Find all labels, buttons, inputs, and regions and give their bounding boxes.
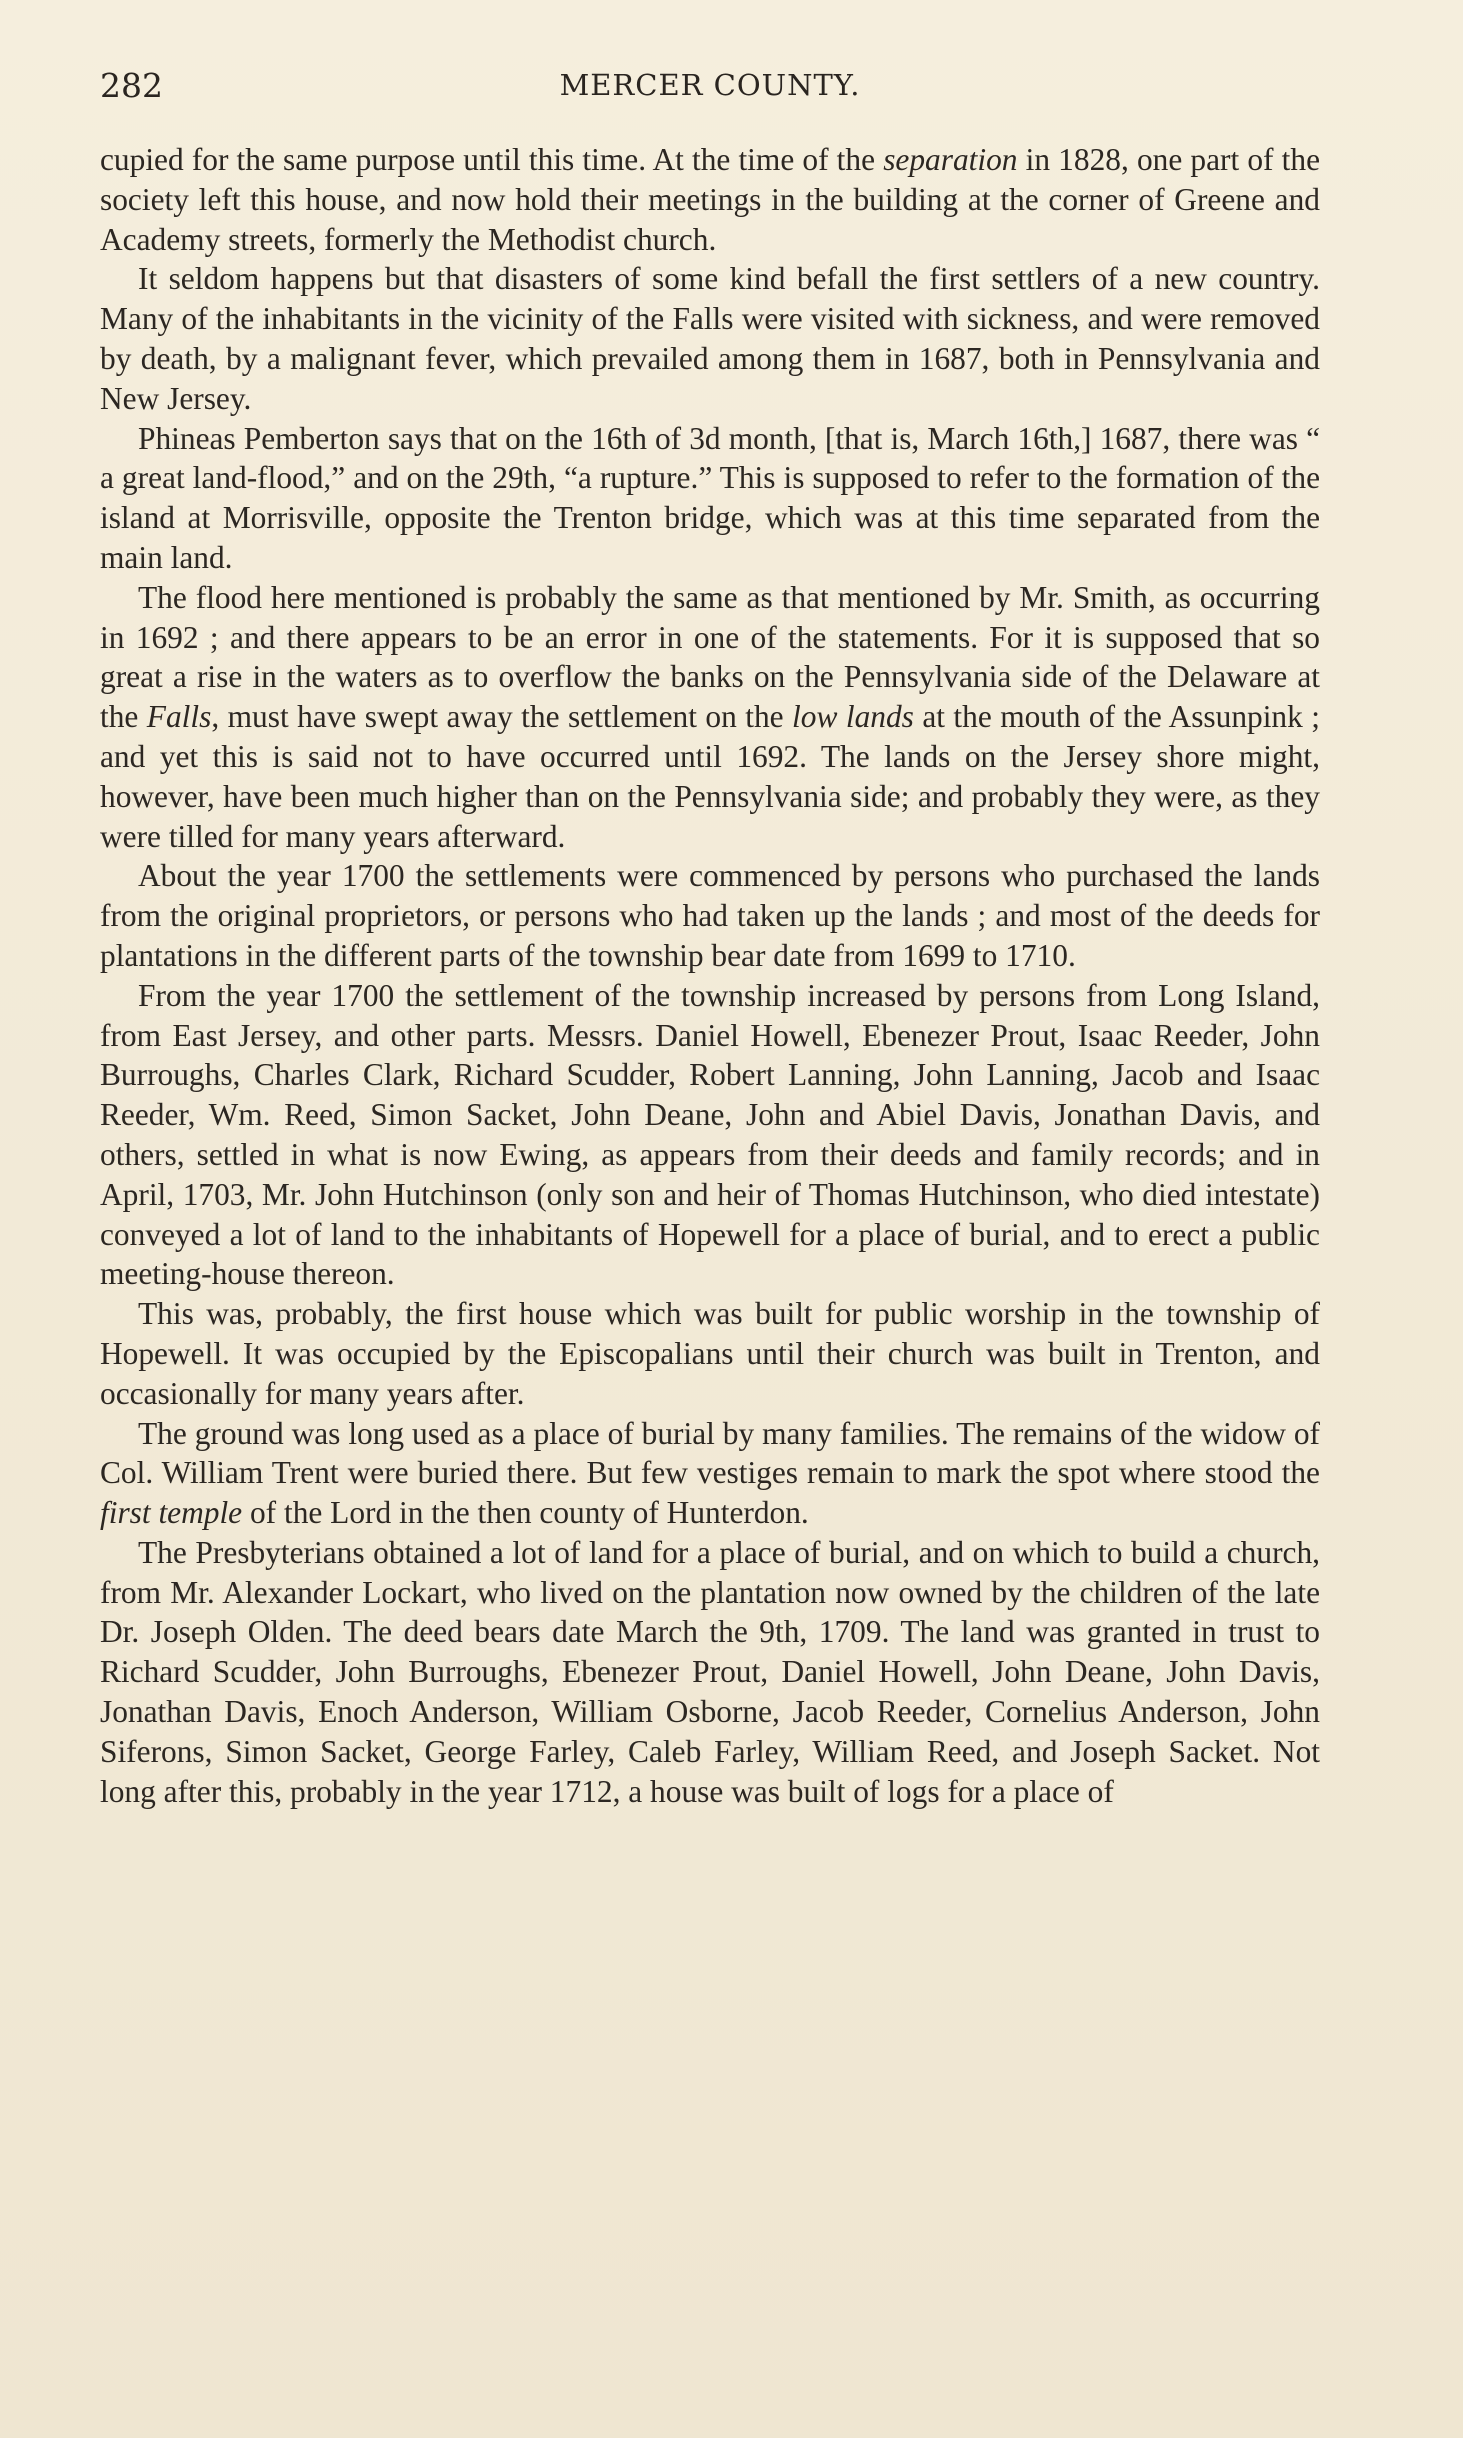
paragraph	[100, 1533, 1328, 1812]
italic-text: Falls	[146, 699, 212, 735]
italic-text: first temple	[100, 1495, 243, 1531]
paragraph-text: It seldom happens but that disasters of some kind befall the first settlers of a new country. Many of the inhabitants in the vicinity of the Falls were visited with sickness, and were removed by death, by a malignant fever, which prevailed among them in 1687, both in Pennsylvania and New Jersey.	[100, 261, 1328, 416]
paragraph-text: of the Lord in the then county of Hunterdon.	[242, 1495, 809, 1531]
body-text	[100, 140, 1328, 1811]
paragraph	[100, 578, 1328, 857]
paragraph	[100, 140, 1328, 259]
running-title: MERCER COUNTY.	[559, 68, 861, 102]
paragraph	[100, 419, 1328, 578]
paragraph	[100, 1414, 1328, 1533]
paragraph-text: This was, probably, the first house which was built for public worship in the township of Hopewell. It was occupied by the Episcopalians until their church was built in Trenton, and occasionally for many years after.	[100, 1296, 1328, 1411]
paragraph	[100, 976, 1328, 1294]
paragraph	[100, 1294, 1328, 1413]
italic-text: separation	[883, 142, 1018, 177]
paragraph-text: The Presbyterians obtained a lot of land for a place of burial, and on which to build a church, from Mr. Alexander Lockart, who lived on the plantation now owned by the children of the late Dr. Joseph Olden. The deed bears date March the 9th, 1709. The land was granted in trust to Richard Scudder, John Burroughs, Ebenezer Prout, Daniel Howell, John Deane, John Davis, Jonathan Davis, Enoch Anderson, William Osborne, Jacob Reeder, Cornelius Anderson, John Siferons, Simon Sacket, George Farley, Caleb Farley, William Reed, and Joseph Sacket. Not long after this, probably in the year 1712, a house was built of logs for a place of	[100, 1534, 1328, 1809]
paragraph-text: About the year 1700 the settlements were commenced by persons who purchased the lands from the original proprietors, or persons who had taken up the lands ; and most of the deeds for plantations in the different parts of the township bear date from 1699 to 1710.	[100, 858, 1328, 973]
paragraph-text: at the mouth of the Assunpink ; and yet this is said not to have occurred until 1692. The lands on the Jersey shore might, however, have been much higher than on the Pennsylvania side; and probably they were, as they were tilled for many years afterward.	[100, 699, 1328, 854]
page-number: 282	[100, 66, 163, 105]
paragraph-text: in 1828, one part of the society left this house, and now hold their meetings in the building at the corner of Greene and Academy streets, formerly the Methodist church.	[100, 142, 1328, 257]
paragraph-text: The flood here mentioned is probably the same as that mentioned by Mr. Smith, as occurring in 1692 ; and there appears to be an error in one of the statements. For it is supposed that so great a rise in the waters as to overflow the banks on the Pennsylvania side of the Delaware at the	[100, 579, 1328, 735]
paragraph-text: From the year 1700 the settlement of the township increased by persons from Long Island, from East Jersey, and other parts. Messrs. Daniel Howell, Ebenezer Prout, Isaac Reeder, John Burroughs, Charles Clark, Richard Scudder, Robert Lanning, John Lanning, Jacob and Isaac Reeder, Wm. Reed, Simon Sacket, John Deane, John and Abiel Davis, Jonathan Davis, and others, settled in what is now Ewing, as appears from their deeds and family records; and in April, 1703, Mr. John Hutchinson (only son and heir of Thomas Hutchinson, who died intestate) conveyed a lot of land to the inhabitants of Hopewell for a place of burial, and to erect a public meeting-house thereon.	[100, 977, 1328, 1292]
paragraph	[100, 259, 1328, 418]
paragraph-text: The ground was long used as a place of burial by many families. The remains of the widow of Col. William Trent were buried there. But few vestiges remain to mark the spot where stood the	[100, 1415, 1328, 1491]
paragraph-text: Phineas Pemberton says that on the 16th of 3d month, [that is, March 16th,] 1687, there was “ a great land-flood,” and on the 29th, “a rupture.” This is supposed to refer to the formation of the island at Morrisville, opposite the Trenton bridge, which was at this time separated from the main land.	[100, 420, 1328, 575]
paragraph-text: , must have swept away the settlement on the	[211, 699, 793, 735]
paragraph-text: cupied for the same purpose until this time. At the time of the	[100, 142, 884, 177]
paragraph	[100, 856, 1328, 975]
running-head	[100, 66, 1320, 112]
italic-text: low lands	[792, 699, 914, 735]
